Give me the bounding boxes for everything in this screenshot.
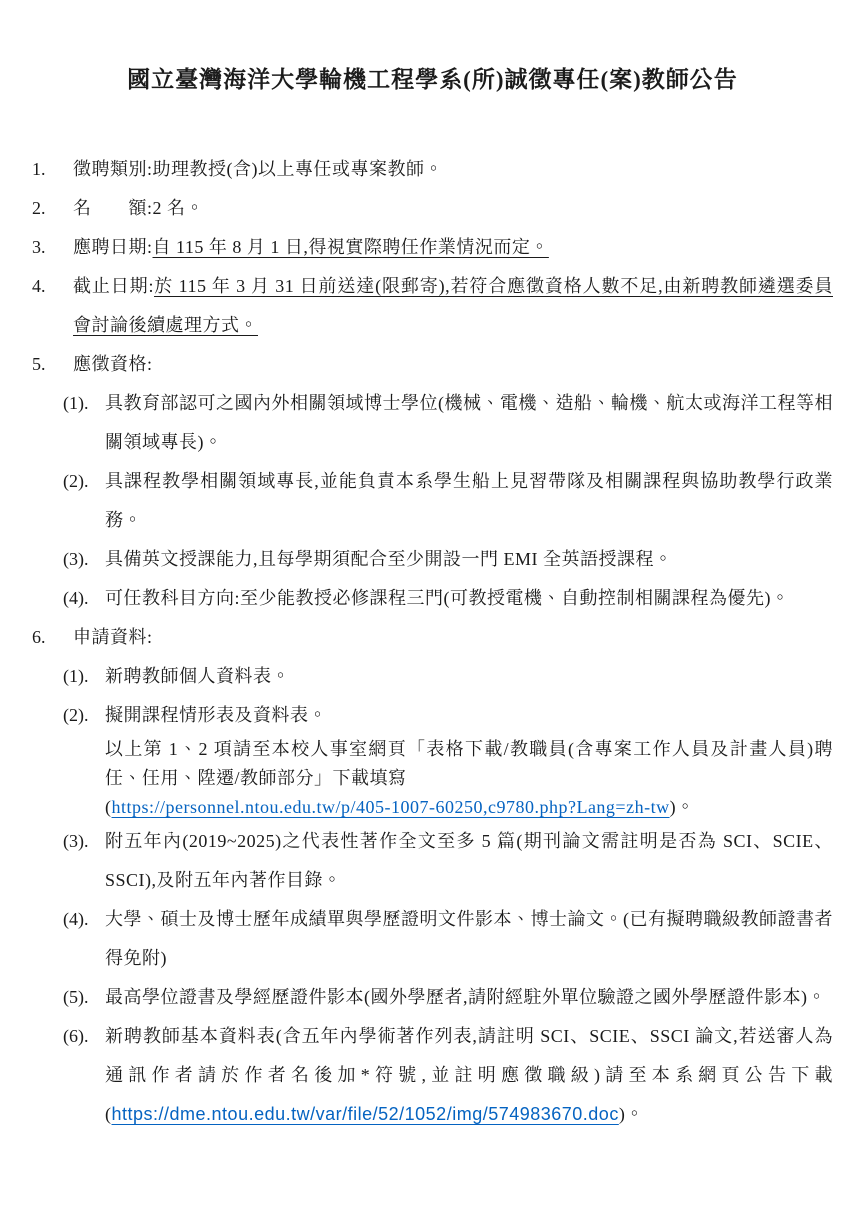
item-text bbox=[73, 228, 833, 267]
text-run: 可任教科目方向:至少能教授必修課程三門(可教授電機、自動控制相關課程為優先)。 bbox=[105, 588, 790, 608]
item-text bbox=[105, 657, 833, 696]
list-item bbox=[32, 189, 833, 228]
text-run: 最高學位證書及學經歷證件影本(國外學歷者,請附經駐外單位驗證之國外學歷證件影本)。 bbox=[105, 987, 826, 1007]
item-number: 3. bbox=[32, 237, 46, 257]
item-number: 2. bbox=[32, 198, 46, 218]
item-text bbox=[105, 540, 833, 579]
text-run: 名 額:2 名。 bbox=[73, 198, 205, 218]
item-text bbox=[73, 267, 833, 345]
item-text bbox=[105, 735, 833, 822]
item-text bbox=[105, 579, 833, 618]
item-number: (3). bbox=[63, 831, 89, 851]
list-item bbox=[63, 822, 833, 900]
hyperlink[interactable]: https://dme.ntou.edu.tw/var/file/52/1052/img/574983670.doc bbox=[111, 1104, 619, 1124]
text-run: ( bbox=[105, 797, 112, 817]
list-item bbox=[63, 900, 833, 978]
text-run: 具教育部認可之國內外相關領域博士學位(機械、電機、造船、輪機、航太或海洋工程等相關領域專長)。 bbox=[105, 393, 833, 452]
item-number: (1). bbox=[63, 666, 89, 686]
text-run: 具課程教學相關領域專長,並能負責本系學生船上見習帶隊及相關課程與協助教學行政業務。 bbox=[105, 471, 833, 530]
text-run: 徵聘類別:助理教授(含)以上專任或專案教師。 bbox=[73, 159, 443, 179]
item-number: 4. bbox=[32, 276, 46, 296]
item-number: (3). bbox=[63, 549, 89, 569]
item-number: (2). bbox=[63, 705, 89, 725]
list-item bbox=[32, 150, 833, 189]
item-text bbox=[73, 618, 833, 657]
item-text bbox=[105, 900, 833, 978]
item-number: 6. bbox=[32, 627, 46, 647]
list-item bbox=[63, 657, 833, 696]
list-item bbox=[63, 540, 833, 579]
item-text bbox=[105, 696, 833, 735]
text-run: 新聘教師個人資料表。 bbox=[105, 666, 290, 686]
item-text bbox=[105, 1017, 833, 1134]
text-run: 申請資料: bbox=[73, 627, 153, 647]
item-text bbox=[73, 345, 833, 384]
text-run: 擬開課程情形表及資料表。 bbox=[105, 705, 327, 725]
text-run: 應徵資格: bbox=[73, 354, 153, 374]
item-number: (5). bbox=[63, 987, 89, 1007]
document-body bbox=[32, 150, 833, 1134]
underlined-text: 自 115 年 8 月 1 日,得視實際聘任作業情況而定。 bbox=[152, 237, 549, 257]
note-paragraph bbox=[105, 735, 833, 822]
list-item bbox=[63, 384, 833, 462]
item-text bbox=[105, 822, 833, 900]
item-text bbox=[73, 189, 833, 228]
text-run: )。 bbox=[618, 1104, 644, 1124]
item-number: 1. bbox=[32, 159, 46, 179]
text-run: 大學、碩士及博士歷年成績單與學歷證明文件影本、博士論文。(已有擬聘職級教師證書者得免附) bbox=[105, 909, 833, 968]
list-item bbox=[63, 579, 833, 618]
text-run: 以上第 1、2 項請至本校人事室網頁「表格下載/教職員(含專案工作人員及計畫人員)聘任、任用、陞遷/教師部分」下載填寫 bbox=[105, 739, 833, 788]
item-text bbox=[73, 150, 833, 189]
list-item bbox=[32, 228, 833, 267]
underlined-text: 於 115 年 3 月 31 日前送達(限郵寄),若符合應徵資格人數不足,由新聘教師遴選委員會討論後續處理方式。 bbox=[73, 276, 833, 335]
list-item bbox=[63, 696, 833, 735]
item-number: (2). bbox=[63, 471, 89, 491]
text-run: 新聘教師基本資料表(含五年內學術著作列表,請註明 SCI、SCIE、SSCI 論文,若送審人為通訊作者請於作者名後加*符號,並註明應徵職級)請至本系網頁公告下載( bbox=[105, 1026, 833, 1124]
item-number: 5. bbox=[32, 354, 46, 374]
list-item bbox=[63, 978, 833, 1017]
item-number: (4). bbox=[63, 909, 89, 929]
list-item bbox=[63, 462, 833, 540]
text-run: )。 bbox=[669, 797, 695, 817]
item-number: (6). bbox=[63, 1026, 89, 1046]
text-run: 附五年內(2019~2025)之代表性著作全文至多 5 篇(期刊論文需註明是否為 SCI、SCIE、SSCI),及附五年內著作目錄。 bbox=[105, 831, 834, 890]
item-text bbox=[105, 462, 833, 540]
item-text bbox=[105, 978, 833, 1017]
page-title: 國立臺灣海洋大學輪機工程學系(所)誠徵專任(案)教師公告 bbox=[127, 67, 738, 92]
list-item bbox=[32, 345, 833, 384]
item-text bbox=[105, 384, 833, 462]
list-item bbox=[32, 618, 833, 657]
item-number: (1). bbox=[63, 393, 89, 413]
text-run: 應聘日期: bbox=[73, 237, 153, 257]
hyperlink[interactable]: https://personnel.ntou.edu.tw/p/405-1007-60250,c9780.php?Lang=zh-tw bbox=[111, 797, 670, 817]
item-number: (4). bbox=[63, 588, 89, 608]
list-item bbox=[63, 1017, 833, 1134]
text-run: 截止日期: bbox=[73, 276, 155, 296]
text-run: 具備英文授課能力,且每學期須配合至少開設一門 EMI 全英語授課程。 bbox=[105, 549, 673, 569]
list-item bbox=[32, 267, 833, 345]
